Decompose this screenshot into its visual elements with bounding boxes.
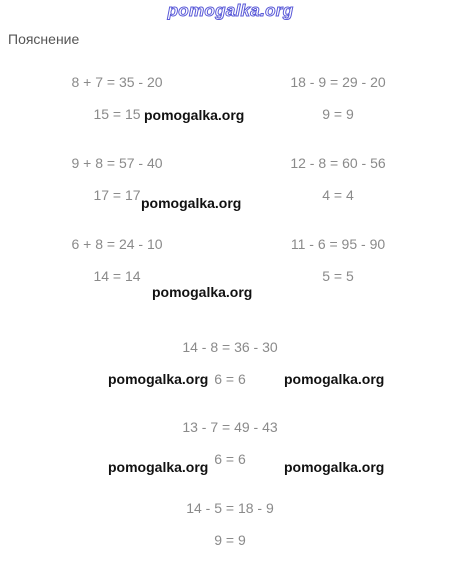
equation-7-result: 6 = 6 xyxy=(214,371,246,387)
equation-5: 6 + 8 = 24 - 10 xyxy=(71,236,163,252)
equation-9-result: 9 = 9 xyxy=(214,532,246,548)
watermark: pomogalka.org xyxy=(284,459,385,475)
watermark: pomogalka.org xyxy=(108,459,209,475)
site-title: pomogalka.org xyxy=(167,1,294,20)
watermark: pomogalka.org xyxy=(144,107,245,123)
equation-1-result: 15 = 15 xyxy=(93,106,141,122)
equation-4-result: 4 = 4 xyxy=(322,187,354,203)
equation-1: 8 + 7 = 35 - 20 xyxy=(71,74,163,90)
watermark: pomogalka.org xyxy=(108,371,209,387)
watermark: pomogalka.org xyxy=(141,195,242,211)
equation-2-result: 9 = 9 xyxy=(322,106,354,122)
watermark: pomogalka.org xyxy=(152,284,253,300)
equation-8-result: 6 = 6 xyxy=(214,451,246,467)
equation-5-result: 14 = 14 xyxy=(93,268,141,284)
equation-2: 18 - 9 = 29 - 20 xyxy=(290,74,386,90)
explanation-heading: Пояснение xyxy=(8,31,80,47)
equation-3: 9 + 8 = 57 - 40 xyxy=(71,155,163,171)
equation-8: 13 - 7 = 49 - 43 xyxy=(182,419,278,435)
equation-6: 11 - 6 = 95 - 90 xyxy=(290,236,386,252)
equation-6-result: 5 = 5 xyxy=(322,268,354,284)
equation-7: 14 - 8 = 36 - 30 xyxy=(182,339,278,355)
equation-3-result: 17 = 17 xyxy=(93,187,141,203)
watermark: pomogalka.org xyxy=(284,371,385,387)
equation-4: 12 - 8 = 60 - 56 xyxy=(290,155,386,171)
equation-9: 14 - 5 = 18 - 9 xyxy=(186,500,274,516)
